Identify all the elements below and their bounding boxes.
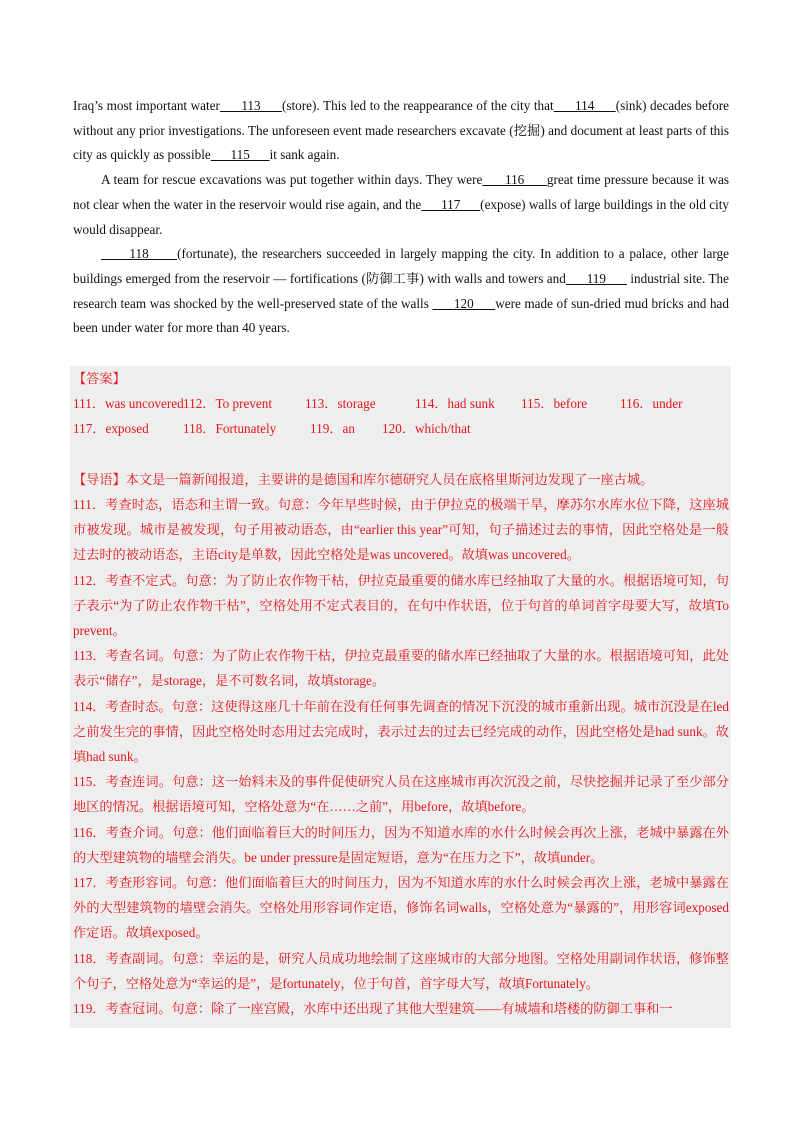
answer-112: 112．To prevent [183, 396, 273, 412]
answer-row-1 [73, 391, 729, 416]
answer-blank: 117 [421, 196, 481, 212]
answer-115: 115．before [521, 396, 588, 412]
passage-text: were made of sun-dried mud bricks and had been under water for more than 40 years. [73, 295, 729, 336]
answer-blank: 119 [565, 270, 627, 286]
passage-text: A team for rescue excavations was put together within days. They were [101, 172, 483, 188]
passage-text: (sink) decades before without any prior investigations. The unforeseen event made researchers excavate (挖掘) and document at least parts of this city as quickly as possible [73, 98, 729, 163]
explanation-119: 119．考查冠词。句意：除了一座宫殿，水库中还出现了其他大型建筑——有城墙和塔楼的防御工事和一 [73, 1001, 673, 1017]
explanation-114: 114．考查时态。句意：这使得这座几十年前在没有任何事先调查的情况下沉没的城市重新出现。城市沉没是在led之前发生完的事情，因此空格处时态用过去完成时，表示过去的过去已经完成的动作，因此空格处是had sunk。故填had sunk。 [73, 698, 729, 765]
answer-section [70, 366, 731, 1028]
passage-text: industrial site. The research team was shocked by the well-preserved state of the walls [73, 270, 729, 311]
passage-text: (store). This led to the reappearance of the city that [281, 98, 554, 113]
answer-blank: 114 [553, 98, 616, 113]
answer-111: 111．was uncovered [73, 396, 184, 412]
passage-paragraph-1 [73, 94, 729, 168]
explanation-117: 117．考查形容词。句意：他们面临着巨大的时间压力，因为不知道水库的水什么时候会再次上涨，老城中暴露在外的大型建筑物的墙壁会消失。空格处用形容词作定语，修饰名词walls，空格处意为“暴露的”，用形容词exposed作定语。故填exposed。 [73, 875, 729, 941]
passage-paragraph-2 [73, 168, 729, 242]
answer-120: 120．which/that [382, 421, 471, 437]
answer-118: 118．Fortunately [183, 421, 277, 437]
explanation-113: 113．考查名词。句意：为了防止农作物干枯，伊拉克最重要的储水库已经抽取了大量的水。根据语境可知，此处表示“储存”，是storage，是不可数名词，故填storage。 [73, 648, 729, 689]
answer-blank: 113 [219, 98, 282, 113]
answer-header: 【答案】 [73, 371, 126, 386]
passage-text: Iraq’s most important water [73, 98, 220, 113]
explanation-116: 116．考查介词。句意：他们面临着巨大的时间压力，因为不知道水库的水什么时候会再次上涨，老城中暴露在外的大型建筑物的墙壁会消失。be under pressure是固定短语，意为“在压力之下”，故填under。 [73, 824, 729, 865]
answer-117: 117．exposed [73, 421, 149, 437]
explanation-115: 115．考查连词。句意：这一始料未及的事件促使研究人员在这座城市再次沉没之前，尽快挖掘并记录了至少部分地区的情况。根据语境可知，空格处意为“在……之前”，用before，故填before。 [73, 774, 729, 815]
answer-blank: 120 [432, 295, 496, 311]
passage-text: (fortunate), the researchers succeeded in largely mapping the city. In addition to a palace, other large buildings emerged from the reservoir — fortifications (防御工事) with walls and towers and [73, 246, 729, 286]
passage-paragraph-3 [73, 242, 729, 341]
answer-blank: 115 [210, 147, 270, 163]
passage-text: it sank again. [269, 147, 340, 163]
reading-passage [73, 94, 729, 341]
lead-in-paragraph: 【导语】本文是一篇新闻报道，主要讲的是德国和库尔德研究人员在底格里斯河边发现了一座古城。 [73, 471, 654, 487]
answer-119: 119．an [310, 421, 355, 437]
passage-text: (expose) walls of large buildings in the old city would disappear. [73, 196, 729, 237]
answer-blank: 116 [482, 172, 547, 188]
explanation-111: 111．考查时态，语态和主谓一致。句意：今年早些时候，由于伊拉克的极端干旱，摩苏尔水库水位下降，这座城市被发现。城市是被发现，句子用被动语态，由“earlier this year”可知，句子描述过去的事情，因此空格处是一般过去时的被动语态，主语city是单数，因此空格处是was uncovered。故填was uncovered。 [73, 497, 729, 563]
answer-blank: 118 [101, 246, 178, 262]
answer-114: 114．had sunk [415, 396, 495, 412]
answer-113: 113．storage [305, 396, 376, 412]
answer-row-2 [73, 416, 729, 441]
explanation-112: 112．考查不定式。句意：为了防止农作物干枯，伊拉克最重要的储水库已经抽取了大量的水。根据语境可知，句子表示“为了防止农作物干枯”，空格处用不定式表目的，在句中作状语，位于句首的单词首字母要大写，故填To prevent。 [73, 572, 729, 639]
answer-116: 116．under [620, 396, 683, 412]
passage-text: great time pressure because it was not clear when the water in the reservoir would rise again, and the [73, 172, 729, 212]
explanation-118: 118．考查副词。句意：幸运的是，研究人员成功地绘制了这座城市的大部分地图。空格处用副词作状语，修饰整个句子，空格处意为“幸运的是”，是fortunately，位于句首，首字母大写，故填Fortunately。 [73, 950, 729, 991]
